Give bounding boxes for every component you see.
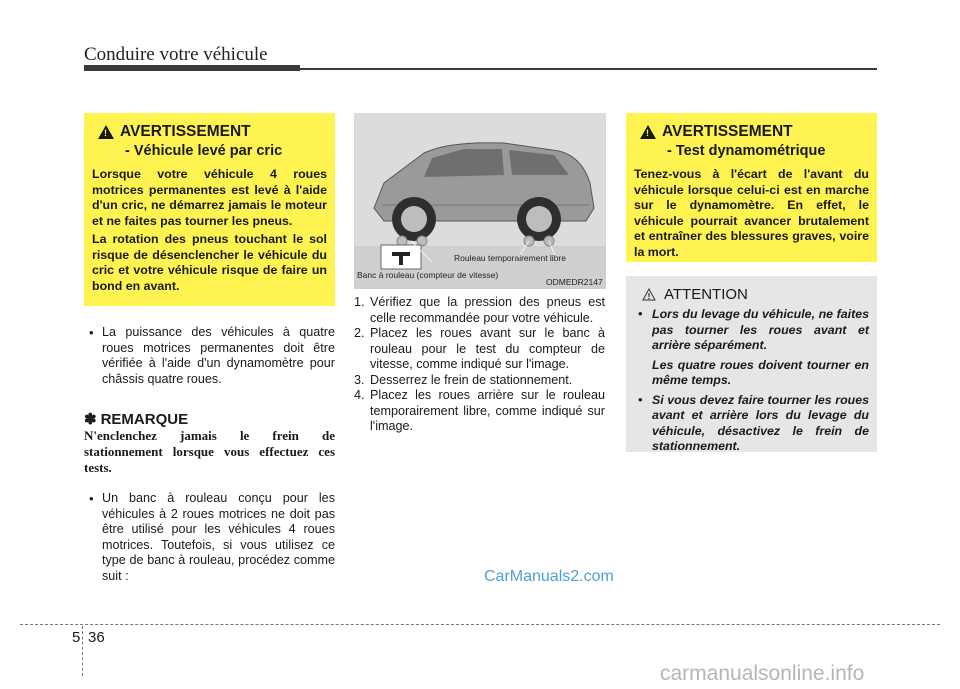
- warning-icon: [98, 125, 114, 139]
- warning-paragraph: Lorsque votre véhicule 4 roues motrices permanentes est levé à l'aide d'un cric, ne démarrez jamais le moteur et ne faites pas tourner les pneus.: [92, 167, 327, 228]
- attention-title: ATTENTION: [664, 286, 748, 303]
- header-bar: [84, 65, 300, 71]
- attention-item-continued: Les quatre roues doivent tourner en même temps.: [652, 357, 869, 387]
- warning-title: AVERTISSEMENT: [120, 123, 251, 140]
- footer-divider: [82, 626, 83, 676]
- dynamometer-figure: [354, 113, 606, 289]
- page-number: 36: [88, 629, 105, 646]
- page-header-title: Conduire votre véhicule: [84, 44, 268, 65]
- step-item: 1. Vérifiez que la pression des pneus est celle recommandée pour votre véhicule.: [354, 295, 605, 325]
- step-item: 3. Desserrez le frein de stationnement.: [354, 372, 573, 387]
- attention-box: [626, 276, 877, 452]
- bullet-item: • Un banc à rouleau conçu pour les véhicules à 2 roues motrices ne doit pas être utilisé pour les véhicules 4 roues motrices. Toutefois, si vous utilisez ce type de banc à rouleau, procédez comme suit :: [84, 491, 335, 584]
- warning-title: AVERTISSEMENT: [662, 123, 793, 140]
- watermark-carmanuals2: CarManuals2.com: [484, 568, 614, 585]
- figure-label-free-roller: Rouleau temporairement libre: [454, 253, 566, 263]
- step-item: 2. Placez les roues avant sur le banc à rouleau pour le test du compteur de vitesse, comme indiqué sur l'image.: [354, 326, 605, 371]
- footer-rule: [20, 624, 940, 625]
- warning-paragraph: Tenez-vous à l'écart de l'avant du véhicule lorsque celui-ci est en marche sur le dynamomètre. En effet, le véhicule pourrait avancer brutalement et entraîner des blessures graves, voire la mort.: [634, 167, 869, 259]
- figure-label-bench: Banc à rouleau (compteur de vitesse): [357, 270, 499, 280]
- remark-text: N'enclenchez jamais le frein de stationnement lorsque vous effectuez ces tests.: [84, 428, 335, 475]
- warning-paragraph: La rotation des pneus touchant le sol risque de désenclencher le véhicule du cric et votre véhicule risque de faire un bond en avant.: [92, 232, 327, 293]
- watermark-carmanualsonline: carmanualsonline.info: [660, 662, 865, 685]
- bullet-item: • La puissance des véhicules à quatre roues motrices permanentes doit être vérifiée à l'aide d'un dynamomètre pour châssis quatre roues.: [84, 325, 335, 387]
- attention-item: • Lors du levage du véhicule, ne faites pas tourner les roues avant et arrière séparément.: [634, 307, 869, 354]
- step-item: 4. Placez les roues arrière sur le rouleau temporairement libre, comme indiqué sur l'image.: [354, 388, 605, 433]
- warning-subtitle: - Véhicule levé par cric: [125, 143, 283, 159]
- warning-box-dyno: [626, 113, 877, 262]
- asterisk-icon: ✽: [84, 411, 97, 428]
- section-number: 5: [72, 629, 81, 646]
- remark-title: REMARQUE: [100, 410, 189, 428]
- warning-box-jack: [84, 113, 335, 306]
- warning-icon: [640, 125, 656, 139]
- caution-icon: [642, 288, 656, 301]
- figure-code: ODMEDR2147: [546, 277, 603, 287]
- warning-subtitle: - Test dynamométrique: [667, 143, 826, 159]
- remark-heading: [84, 410, 188, 428]
- header-rule: [300, 68, 877, 70]
- attention-item: • Si vous devez faire tourner les roues avant et arrière lors du levage du véhicule, désactivez le frein de stationnement.: [634, 393, 869, 455]
- procedure-steps: [354, 295, 605, 435]
